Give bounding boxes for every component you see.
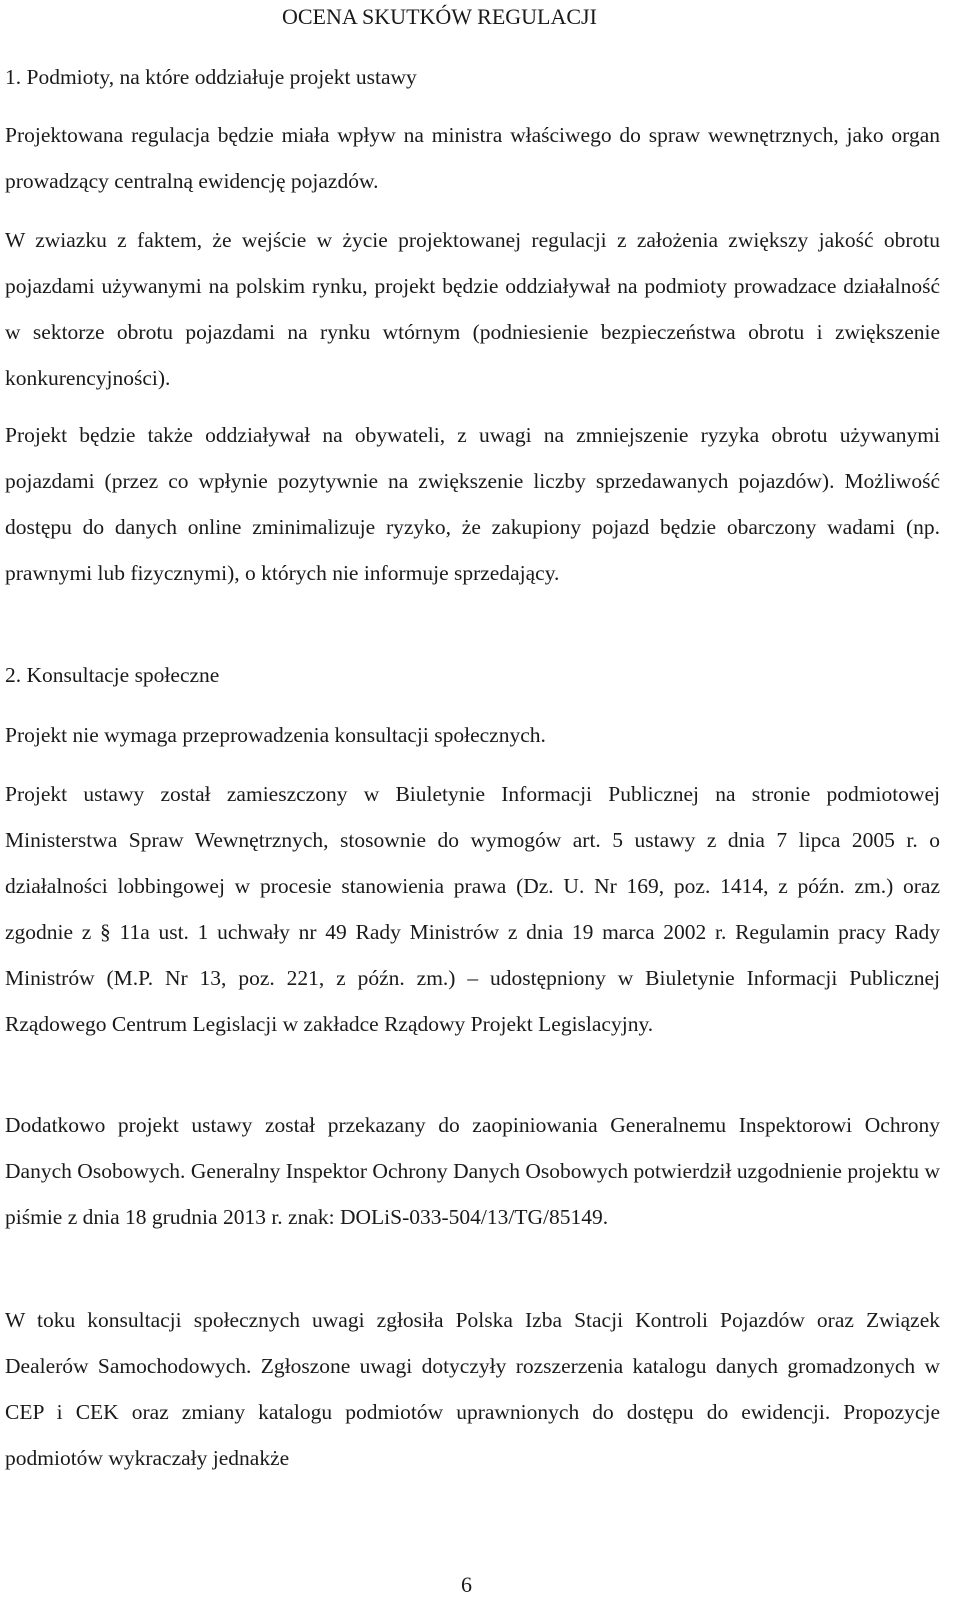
paragraph-consultation-remarks: W toku konsultacji społecznych uwagi zgłosiła Polska Izba Stacji Kontroli Pojazdów oraz Związek Dealerów Samochodowych. Zgłoszone uwagi dotyczyły rozszerzenia katalogu danych gromadzonych w CEP i CEK oraz zmiany katalogu podmiotów uprawnionych do dostępu do ewidencji. Propozycje podmiotów wykraczały jednakże xyxy=(5,1308,940,1470)
paragraph-bip-publication: Projekt ustawy został zamieszczony w Biuletynie Informacji Publicznej na stronie podmiotowej Ministerstwa Spraw Wewnętrznych, stosownie do wymogów art. 5 ustawy z dnia 7 lipca 2005 r. o działalności lobbingowej w procesie stanowienia prawa (Dz. U. Nr 169, poz. 1414, z późn. zm.) oraz zgodnie z § 11a ust. 1 uchwały nr 49 Rady Ministrów z dnia 19 marca 2002 r. Regulamin pracy Rady Ministrów (M.P. Nr 13, poz. 221, z późn. zm.) – udostępniony w Biuletynie Informacji Publicznej Rządowego Centrum Legislacji w zakładce Rządowy Projekt Legislacyjny. xyxy=(5,782,940,1036)
section-heading-subjects: 1. Podmioty, na które oddziałuje projekt ustawy xyxy=(5,65,417,89)
paragraph-minister-impact: Projektowana regulacja będzie miała wpływ na ministra właściwego do spraw wewnętrznych, jako organ prowadzący centralną ewidencję pojazdów. xyxy=(5,123,940,193)
paragraph-citizen-impact: Projekt będzie także oddziaływał na obywateli, z uwagi na zmniejszenie ryzyka obrotu używanymi pojazdami (przez co wpłynie pozytywnie na zwiększenie liczby sprzedawanych pojazdów). Możliwość dostępu do danych online zminimalizuje ryzyko, że zakupiony pojazd będzie obarczony wadami (np. prawnymi lub fizycznymi), o których nie informuje sprzedający. xyxy=(5,423,940,585)
document-title: OCENA SKUTKÓW REGULACJI xyxy=(282,4,597,29)
paragraph-giodo-opinion: Dodatkowo projekt ustawy został przekazany do zaopiniowania Generalnemu Inspektorowi Ochrony Danych Osobowych. Generalny Inspektor Ochrony Danych Osobowych potwierdził uzgodnienie projektu w piśmie z dnia 18 grudnia 2013 r. znak: DOLiS-033-504/13/TG/85149. xyxy=(5,1113,940,1229)
section-heading-consultations: 2. Konsultacje społeczne xyxy=(5,663,220,687)
page-number: 6 xyxy=(461,1572,472,1597)
paragraph-no-consultations: Projekt nie wymaga przeprowadzenia konsultacji społecznych. xyxy=(5,723,546,747)
paragraph-market-impact: W zwiazku z faktem, że wejście w życie projektowanej regulacji z założenia zwiększy jakość obrotu pojazdami używanymi na polskim rynku, projekt będzie oddziaływał na podmioty prowadzace działalność w sektorze obrotu pojazdami na rynku wtórnym (podniesienie bezpieczeństwa obrotu i zwiększenie konkurencyjności). xyxy=(5,228,940,390)
